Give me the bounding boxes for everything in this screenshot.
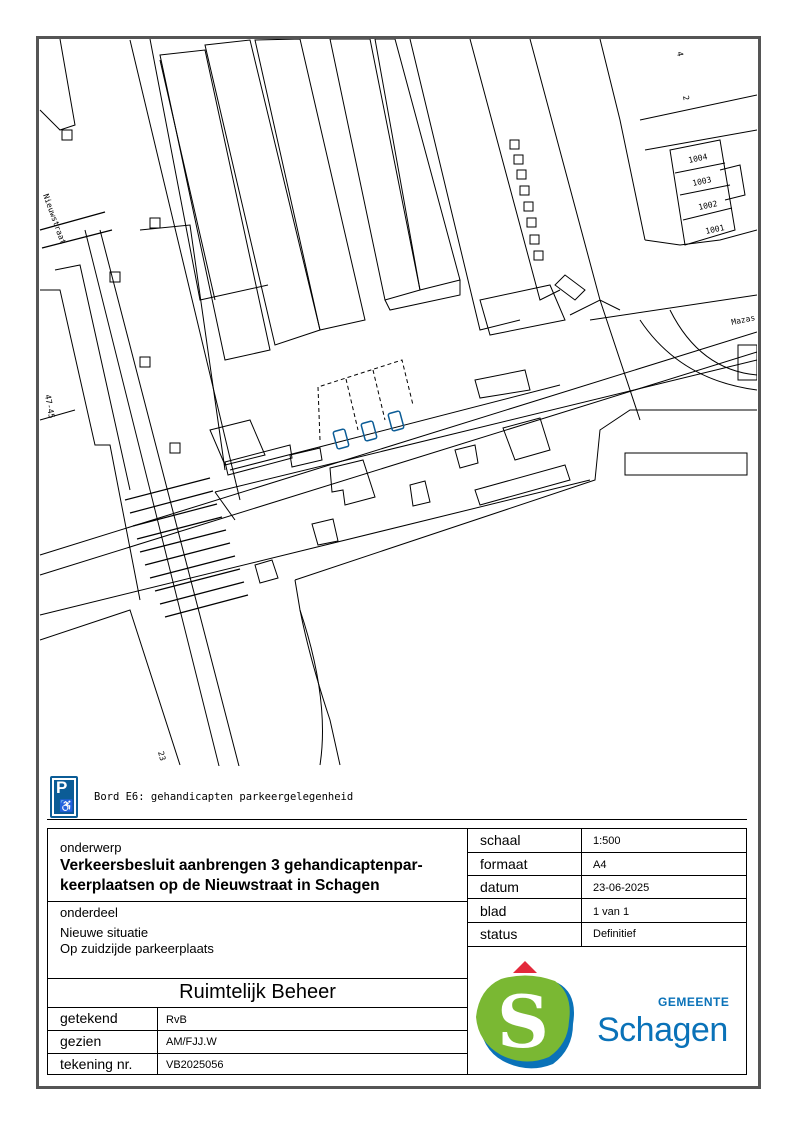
getekend-label: getekend [60,1010,118,1026]
divider [47,819,747,820]
getekend-value: RvB [166,1014,187,1026]
datum-value: 23-06-2025 [593,882,650,894]
street-label-nieuwstraat: Nieuwstraat [41,192,68,246]
onderdeel-label: onderdeel [60,905,118,920]
house-number: 4 [675,50,685,58]
house-number: 1002 [697,199,719,212]
gemeente-schagen-logo-icon [473,949,583,1074]
situation-map [39,39,757,766]
logo-schagen: Schagen [597,1011,728,1049]
legend-text: Bord E6: gehandicapten parkeergelegenheid [94,791,354,803]
blad-value: 1 van 1 [593,906,630,918]
house-number: 23 [156,750,168,762]
status-value: Definitief [593,928,636,940]
schaal-label: schaal [480,832,521,848]
house-number: 1003 [691,175,713,188]
tekening-label: tekening nr. [60,1056,133,1072]
onderdeel-line1: Nieuwe situatie [60,925,149,940]
legend [50,776,353,818]
house-number: 2 [681,94,691,102]
schaal-value: 1:500 [593,835,621,847]
department-name: Ruimtelijk Beheer [179,981,336,1003]
gezien-value: AM/FJJ.W [166,1036,217,1048]
onderdeel-line2: Op zuidzijde parkeerplaats [60,941,214,956]
formaat-label: formaat [480,856,528,872]
datum-label: datum [480,879,519,895]
status-label: status [480,926,518,942]
house-number: 1001 [704,223,726,236]
onderwerp-label: onderwerp [60,840,122,855]
tekening-value: VB2025056 [166,1059,224,1071]
buildings [40,39,757,766]
logo-gemeente: GEMEENTE [658,995,730,1009]
onderwerp-line2: keerplaatsen op de Nieuwstraat in Schagen [60,877,380,894]
gezien-label: gezien [60,1033,102,1049]
bollards [510,140,543,260]
blad-label: blad [480,903,507,919]
formaat-value: A4 [593,859,607,871]
roads [40,295,757,765]
new-parking-spaces [318,360,413,440]
house-number: 47-45 [43,393,57,420]
title-block [47,828,747,1075]
svg-text:S: S [497,979,549,1064]
street-label-mazas: Mazas [730,313,756,327]
onderwerp-line1: Verkeersbesluit aanbrengen 3 gehandicaptenpar- [60,857,423,874]
house-number: 1004 [687,152,709,165]
parking-disabled-sign-icon: P ♿ [50,776,78,818]
disabled-parking-signs [333,411,404,449]
